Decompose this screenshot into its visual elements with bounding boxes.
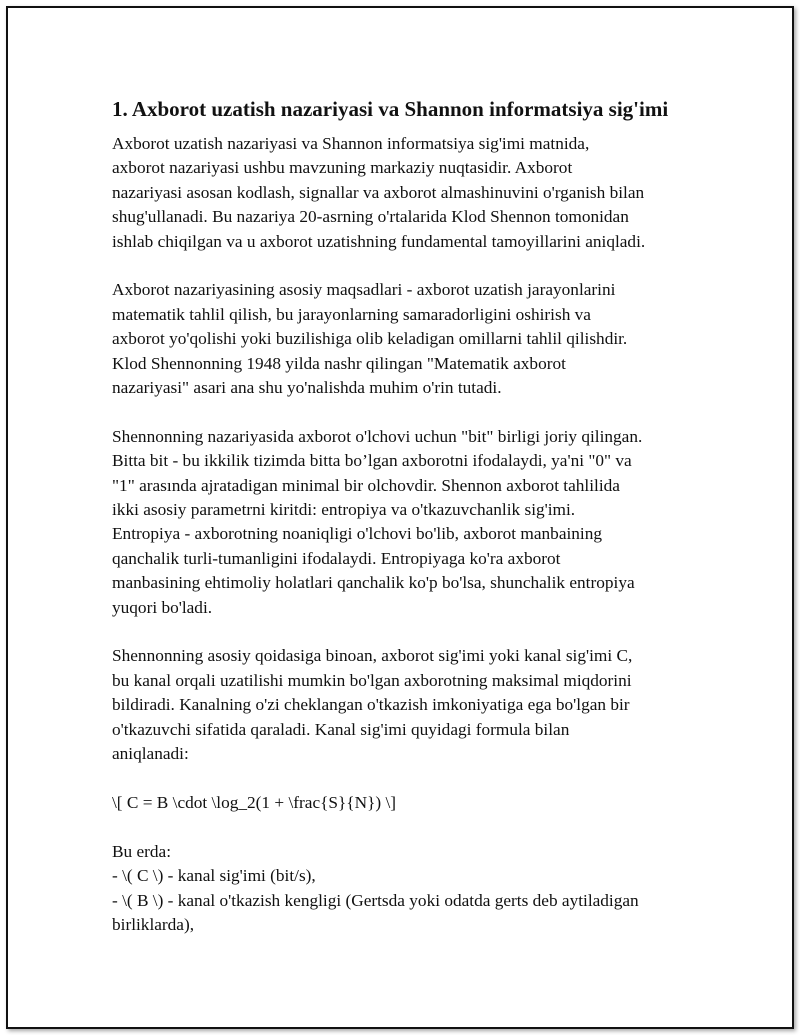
text-line: ikki asosiy parametrni kiritdi: entropiya va o'tkazuvchanlik sig'imi. [112, 500, 576, 520]
text-line: Shennonning nazariyasida axborot o'lchovi uchun "bit" birligi joriy qilingan. [112, 426, 643, 446]
text-line: manbasining ehtimoliy holatlari qanchalik ko'p bo'lsa, shunchalik entropiya [112, 573, 635, 593]
text-line: axborot yo'qolishi yoki buzilishiga olib keladigan omillarni tahlil qilishdir. [112, 329, 628, 349]
text-line: Klod Shennonning 1948 yilda nashr qilingan "Matematik axborot [112, 353, 566, 373]
text-line: bu kanal orqali uzatilishi mumkin bo'lgan axborotning maksimal miqdorini [112, 670, 632, 690]
paragraph-4 [112, 644, 688, 766]
text-line: Entropiya - axborotning noaniqligi o'lchovi bo'lib, axborot manbaining [112, 524, 603, 544]
text-line: ishlab chiqilgan va u axborot uzatishning fundamental tamoyillarini aniqladi. [112, 231, 646, 251]
text-line: bildiradi. Kanalning o'zi cheklangan o'tkazish imkoniyatiga ega bo'lgan bir [112, 695, 630, 715]
text-line: shug'ullanadi. Bu nazariya 20-asrning o'rtalarida Klod Shennon tomonidan [112, 207, 629, 227]
notes-item: - \( C \) - kanal sig'imi (bit/s), [112, 866, 316, 886]
text-line: Axborot uzatish nazariyasi va Shannon informatsiya sig'imi matnida, [112, 134, 590, 153]
text-line: qanchalik turli-tumanligini ifodalaydi. Entropiyaga ko'ra axborot [112, 548, 561, 568]
notes-item: - \( B \) - kanal o'tkazish kengligi (Gertsda yoki odatda gerts deb aytiladigan [112, 890, 639, 910]
channel-capacity-formula: \[ C = B \cdot \log_2(1 + \frac{S}{N}) \] [112, 792, 397, 812]
text-line: aniqlanadi: [112, 744, 189, 764]
notes-intro: Bu erda: [112, 841, 172, 861]
text-line: o'tkazuvchi sifatida qaraladi. Kanal sig'imi quyidagi formula bilan [112, 719, 570, 739]
text-line: "1" arasında ajratadigan minimal bir olchovdir. Shennon axborot tahlilida [112, 475, 620, 495]
paragraph-3 [112, 425, 688, 620]
document-body [112, 96, 688, 937]
paragraph-1 [112, 132, 688, 254]
text-line: yuqori bo'ladi. [112, 597, 213, 617]
notes-item: birliklarda), [112, 914, 195, 934]
text-line: Axborot nazariyasining asosiy maqsadlari - axborot uzatish jarayonlarini [112, 280, 616, 300]
formula-notes [112, 840, 688, 938]
text-line: matematik tahlil qilish, bu jarayonlarning samaradorligini oshirish va [112, 304, 591, 324]
section-heading: 1. Axborot uzatish nazariyasi va Shannon informatsiya sig'imi [112, 97, 669, 121]
text-line: nazariyasi" asari ana shu yo'nalishda muhim o'rin tutadi. [112, 378, 502, 398]
text-line: Bitta bit - bu ikkilik tizimda bitta bo’lgan axborotni ifodalaydi, ya'ni "0" va [112, 451, 632, 471]
paragraph-2 [112, 278, 688, 400]
text-line: Shennonning asosiy qoidasiga binoan, axborot sig'imi yoki kanal sig'imi C, [112, 646, 633, 666]
text-line: axborot nazariyasi ushbu mavzuning markaziy nuqtasidir. Axborot [112, 158, 573, 178]
text-line: nazariyasi asosan kodlash, signallar va axborot almashinuvini o'rganish bilan [112, 182, 645, 202]
